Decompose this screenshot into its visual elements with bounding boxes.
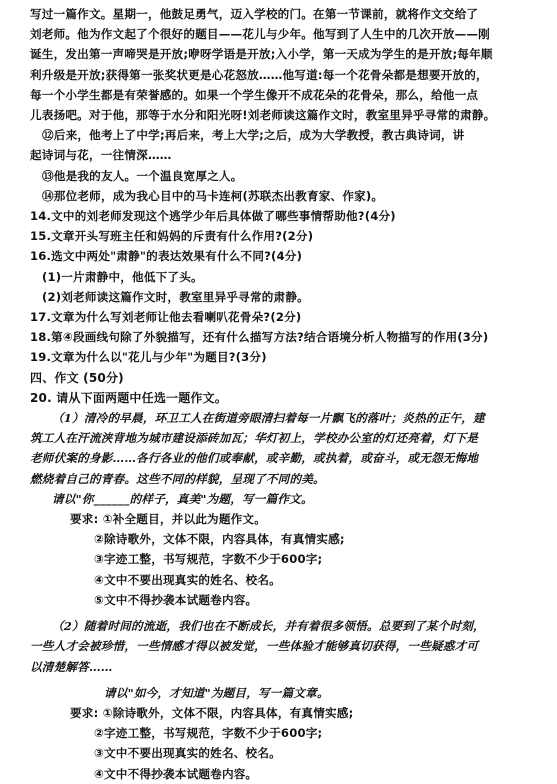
topic-1 [30, 408, 539, 610]
topic-text: （2）随着时间的流逝，我们也在不断成长，并有着很多领悟。总要到了某个时刻， [52, 619, 485, 634]
topic-prompt: 请以"你______的样子，真美"为题，写一篇作文。 [52, 491, 313, 506]
question-20: 20. 请从下面两题中任选一题作文。 [30, 390, 228, 405]
passage-line: 写过一篇作文。星期一，他鼓足勇气，迈入学校的门。在第一节课前，就将作文交给了 [30, 7, 479, 21]
questions-block [30, 206, 539, 368]
paragraph-12: ⑫后来，他考上了中学;再后来，考上大学;之后，成为大学教授，教古典诗词，讲 [42, 128, 465, 143]
question-15: 15.文章开头写班主任和妈妈的斥责有什么作用?(2分) [30, 229, 314, 244]
requirement-item: ①除诗歌外，文体不限，内容具体，有真情实感; [102, 705, 354, 720]
question-16: 16.选文中两处"肃静"的表达效果有什么不同?(4分) [30, 249, 303, 264]
question-16-sub-2: (2)刘老师读这篇作文时，教室里异乎寻常的肃静。 [42, 289, 309, 304]
topic-text: 一些人才会被珍惜，一些情感才得以被发觉，一些体验才能够真切获得，一些疑惑才可 [30, 639, 479, 654]
passage-line: 起诗词与花，一往情深…… [30, 148, 172, 163]
topic-text: 筑工人在汗流浃背地为城市建设添砖加瓦；华灯初上，学校办公室的灯还亮着，灯下是 [30, 431, 479, 446]
requirement-item: ②除诗歌外，文体不限，内容具体，有真情实感; [94, 532, 345, 547]
requirement-item: ④文中不要出现真实的姓名、校名。 [94, 572, 281, 587]
section-title: 四、作文 (50分) [30, 370, 124, 385]
paragraph-14: ⑭那位老师，成为我心目中的马卡连柯(苏联杰出教育家、作家)。 [42, 188, 384, 203]
topic-text: 老师伏案的身影……各行各业的他们或奉献，或辛勤，或执着，或奋斗，或无怨无悔地 [30, 451, 479, 466]
topic-text: 以清楚解答…… [30, 659, 113, 674]
section-4 [30, 368, 539, 408]
passage-line: 诞生，发出第一声啼哭是开放;咿呀学语是开放;入小学，第一天成为学生的是开放;每年顺 [30, 47, 493, 62]
requirement-item: ③文中不要出现真实的姓名、校名。 [94, 746, 281, 761]
paragraph-13: ⑬他是我的友人。一个温良宽厚之人。 [42, 168, 243, 183]
requirements-row [30, 509, 539, 529]
topic-text: 燃烧着自己的青春。这些不同的样貌，呈现了不同的美。 [30, 471, 325, 486]
question-17: 17.文章为什么写刘老师让他去看喇叭花骨朵?(2分) [30, 310, 302, 325]
requirement-item: ⑤文中不得抄袭本试题卷内容。 [94, 592, 258, 607]
question-19: 19.文章为什么以"花儿与少年"为题目?(3分) [30, 350, 267, 365]
topic-2 [30, 616, 539, 784]
topic-text: （1）清冷的早晨，环卫工人在街道旁眼清扫着每一片飘飞的落叶；炎热的正午，建 [52, 411, 485, 426]
requirement-item: ②字迹工整，书写规范，字数不少于600字; [94, 726, 323, 741]
passage-line: 每一个小学生都是有荣誉感的。如果一个学生像开不成花朵的花骨朵，那么，给他一点 [30, 87, 479, 102]
passage-block [30, 4, 539, 206]
topic-prompt: 请以"如今，才知道"为题目，写一篇文章。 [104, 685, 329, 700]
passage-line: 刘老师。他为作文起了个很好的题目——花儿与少年。他写到了人生中的几次开放——刚 [30, 27, 490, 42]
requirement-item: ④文中不得抄袭本试题卷内容。 [94, 766, 258, 781]
passage-line: 儿表扬吧。对于他，那等于水分和阳光呀!刘老师读这篇作文时，教室里异乎寻常的肃静。 [30, 108, 496, 123]
requirements-row [30, 703, 539, 723]
passage-line: 利升级是开放;获得第一张奖状更是心花怒放……他写道:每一个花骨朵都是想要开放的， [30, 67, 488, 82]
requirements-label: 要求: [70, 705, 99, 720]
requirements-label: 要求: [70, 512, 99, 527]
question-16-sub-1: (1)一片肃静中，他低下了头。 [42, 269, 203, 284]
requirement-item: ③字迹工整，书写规范，字数不少于600字; [94, 552, 323, 567]
requirement-item: ①补全题目，并以此为题作文。 [102, 512, 267, 527]
question-14: 14.文中的刘老师发现这个逃学少年后具体做了哪些事情帮助他?(4分) [30, 209, 396, 224]
question-18: 18.第④段画线句除了外貌描写，还有什么描写方法?结合语境分析人物描写的作用(3分) [30, 330, 489, 345]
